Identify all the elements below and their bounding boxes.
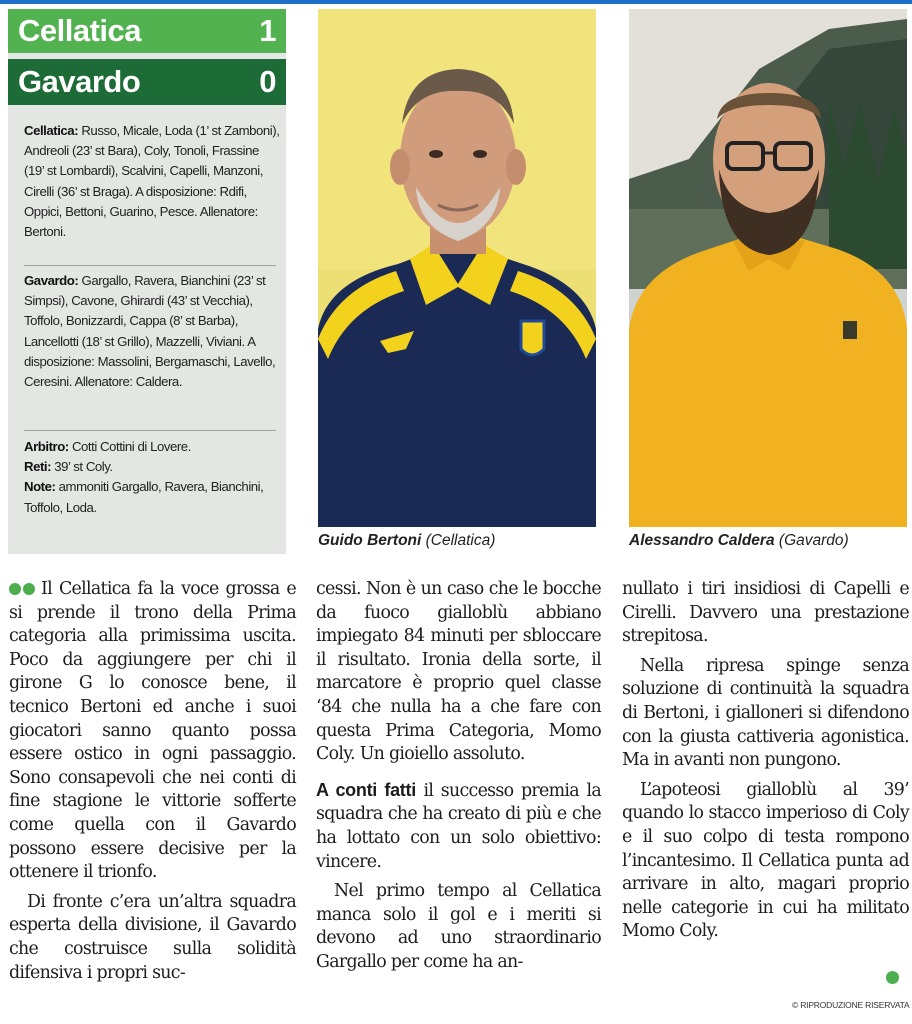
article-paragraph: L’apoteosi gialloblù al 39’ quando lo stacco imperioso di Coly e il suo colpo di testa rompono l’incantesimo. Il Cellatica punta ad arrivare in alto, magari proprio nelle categorie in cui ha militato Momo Coly.: [622, 779, 909, 942]
article-column-2: [316, 578, 601, 981]
away-lineup-text: Gargallo, Ravera, Bianchini (23’ st Simpsi), Cavone, Ghirardi (43’ st Vecchia), Toffolo, Bonizzardi, Cappa (8’ st Barba), Lancellotti (18’ st Grillo), Mazzelli, Viviani. A disposizione: Massolini, Bergamaschi, Lavello, Ceresini. Allenatore: Caldera.: [24, 273, 276, 390]
home-lineup-text: Russo, Micale, Loda (1’ st Zamboni), Andreoli (23’ st Bara), Coly, Tonoli, Frassine (19’ st Lombardi), Scalvini, Capelli, Manzoni, Cirelli (36’ st Braga). A disposizione: Rdifi, Oppici, Bettoni, Guarino, Pesce. Allenatore: Bertoni.: [24, 123, 280, 240]
photo-caption-right: [629, 532, 849, 550]
article-column-1: [9, 578, 296, 991]
photo-caption-left: [318, 532, 495, 550]
match-info: [24, 437, 280, 518]
article-paragraph: Di fronte c’era un’altra squadra esperta della divisione, il Gavardo che costruisce sulla solidità difensiva i propri suc-: [9, 891, 296, 983]
article-text: Il Cellatica fa la voce grossa e si prende il trono della Prima categoria alla primissima uscita. Poco da aggiungere per chi il girone G lo conosce bene, il tecnico Bertoni ed anche i suoi giocatori sanno quanto possa essere ostico in ogni passaggio. Sono consapevoli che nei conti di fine stagione le vittorie sofferte come quella con il Gavardo possono essere decisive per la ottenere il trionfo.: [9, 579, 296, 883]
lineup-divider: [24, 265, 276, 266]
lineup-divider: [24, 430, 276, 431]
article-column-3: [622, 578, 909, 950]
article-paragraph: Nel primo tempo al Cellatica manca solo il gol e i meriti si devono ad uno straordinario Gargallo per come ha an-: [316, 881, 601, 972]
coach-photo-bertoni: [318, 9, 596, 527]
away-team-name: Gavardo: [18, 64, 141, 99]
article-text: il successo premia la squadra che ha creato di più e che ha lottato con un solo obiettivo: vincere.: [316, 780, 602, 872]
caption-left-name: Guido Bertoni: [318, 532, 422, 549]
lead-bullet-icon: [9, 578, 37, 602]
home-lineup-label: Cellatica:: [24, 123, 79, 138]
home-lineup: [24, 121, 280, 242]
caption-right-team: (Gavardo): [778, 532, 849, 549]
away-lineup-label: Gavardo:: [24, 273, 79, 288]
coach-photo-caldera: [629, 9, 907, 527]
article-subhead: A conti fatti: [316, 779, 416, 800]
article-paragraph: cessi. Non è un caso che le bocche da fuoco gialloblù abbiano impiegato 84 minuti per sbloccare il risultato. Ironia della sorte, il marcatore è proprio quel classe ‘84 che nulla ha a che fare con questa Prima Categoria, Momo Coly. Un gioiello assoluto.: [316, 579, 601, 765]
notes-label: Note:: [24, 479, 56, 495]
referee-text: Cotti Cottini di Lovere.: [71, 439, 191, 454]
notes-text: ammoniti Gargallo, Ravera, Bianchini, Toffolo, Loda.: [24, 479, 264, 515]
goals-text: 39’ st Coly.: [54, 459, 113, 475]
article-paragraph: nullato i tiri insidiosi di Capelli e Cirelli. Davvero una prestazione strepitosa.: [622, 579, 909, 647]
away-lineup: [24, 271, 280, 392]
caption-right-name: Alessandro Caldera: [629, 532, 775, 549]
top-accent-bar: [0, 0, 912, 4]
article-paragraph: [316, 779, 601, 874]
goals-label: Reti:: [24, 459, 52, 475]
match-scorebox: [8, 9, 286, 554]
copyright-notice: © RIPRODUZIONE RISERVATA: [792, 1000, 910, 1010]
caption-left-team: (Cellatica): [425, 532, 496, 549]
end-of-article-dot-icon: [886, 971, 899, 984]
home-team-score: 1: [259, 13, 276, 48]
away-team-row: [8, 59, 286, 105]
article-paragraph: Nella ripresa spinge senza soluzione di continuità la squadra di Bertoni, i gialloneri si difendono con la giusta cattiveria agonistica. Ma in avanti non pungono.: [622, 655, 909, 771]
article-paragraph: [9, 578, 296, 885]
home-team-name: Cellatica: [18, 13, 142, 48]
home-team-row: [8, 9, 286, 53]
referee-label: Arbitro:: [24, 439, 69, 454]
away-team-score: 0: [259, 64, 276, 99]
